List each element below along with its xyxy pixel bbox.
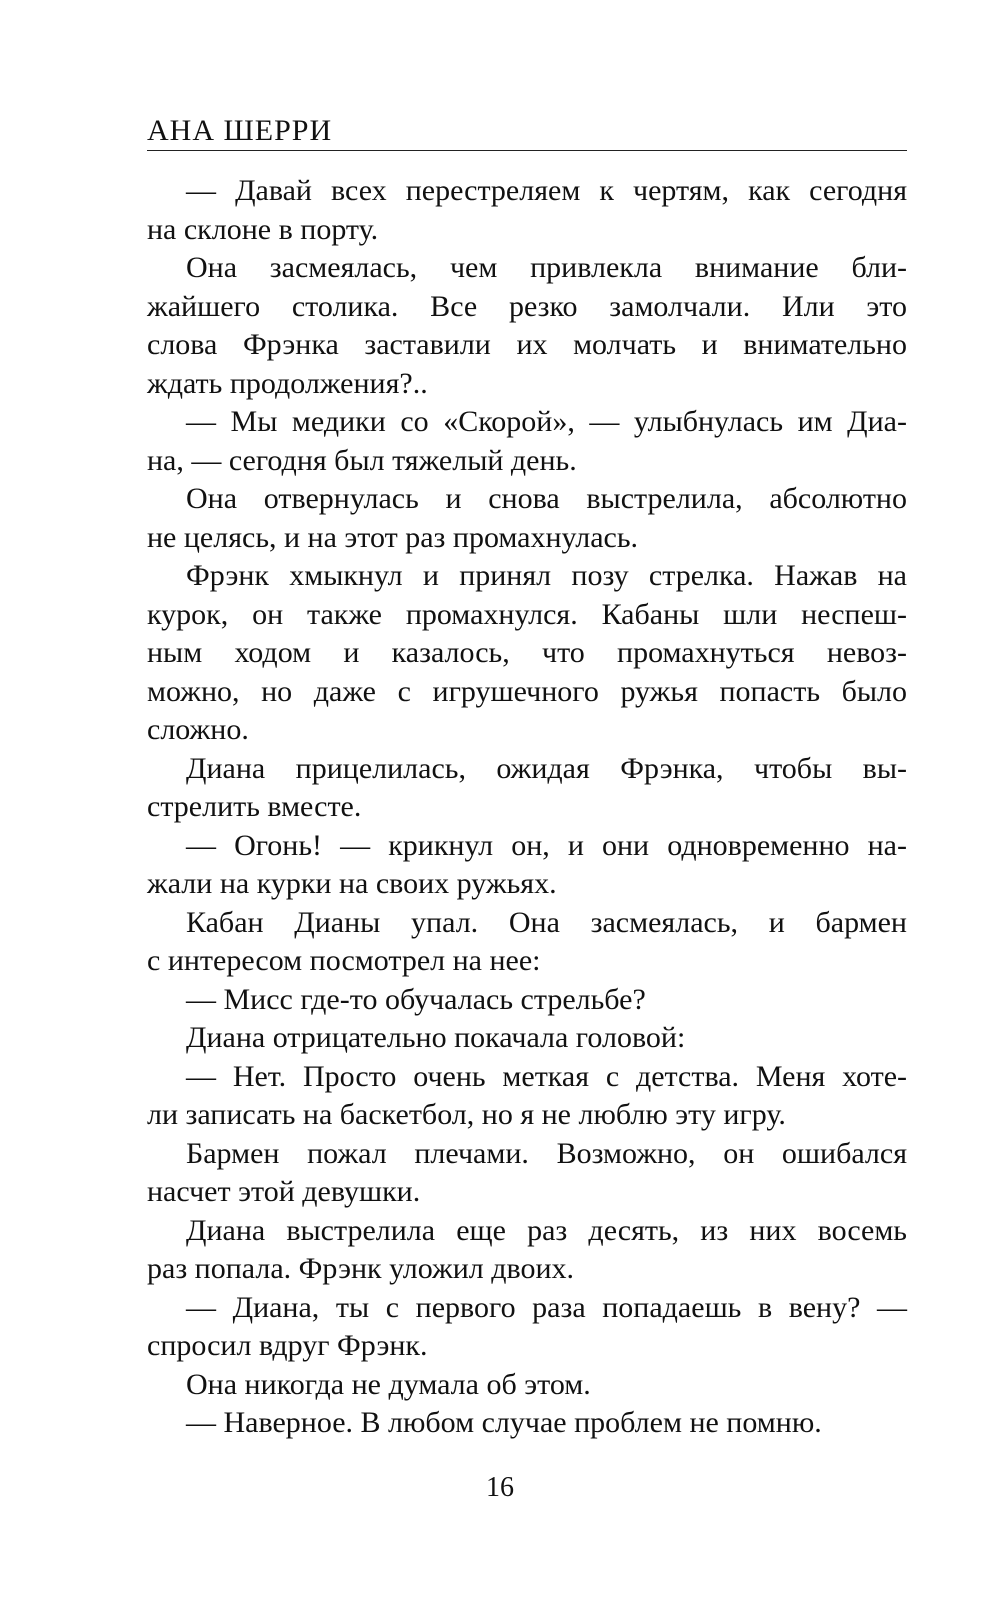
text-line: ждать продолжения?.. (147, 366, 428, 400)
text-line: — Наверное. В любом случае проблем не помню. (186, 1406, 822, 1439)
text-line: можно, но даже с игрушечного ружья попасть было (147, 674, 907, 708)
text-line: Она отвернулась и снова выстрелила, абсолютно (186, 482, 907, 515)
page-body-text (147, 172, 907, 1443)
text-line: слова Фрэнка заставили их молчать и внимательно (147, 328, 907, 361)
text-line: — Нет. Просто очень меткая с детства. Меня хоте- (186, 1059, 907, 1093)
text-line: с интересом посмотрел на нее: (147, 944, 541, 977)
text-line: сложно. (147, 713, 249, 746)
text-line: стрелить вместе. (147, 790, 362, 823)
text-line: — Давай всех перестреляем к чертям, как сегодня (186, 174, 907, 207)
text-line: — Мисс где-то обучалась стрельбе? (186, 982, 646, 1016)
text-line: — Мы медики со «Скорой», — улыбнулась им Диа- (186, 405, 907, 438)
text-line: Диана отрицательно покачала головой: (186, 1021, 686, 1054)
text-line: ли записать на баскетбол, но я не люблю эту игру. (147, 1098, 786, 1131)
text-line: не целясь, и на этот раз промахнулась. (147, 520, 639, 554)
text-line: Она никогда не думала об этом. (186, 1367, 591, 1401)
text-line: Диана прицелилась, ожидая Фрэнка, чтобы вы- (186, 751, 907, 785)
page-number: 16 (486, 1472, 514, 1503)
text-line: жайшего столика. Все резко замолчали. Или это (147, 289, 907, 323)
text-line: на, — сегодня был тяжелый день. (147, 443, 577, 477)
text-line: жали на курки на своих ружьях. (147, 867, 557, 900)
text-line: на склоне в порту. (147, 212, 379, 246)
running-header (147, 108, 907, 151)
text-line: Фрэнк хмыкнул и принял позу стрелка. Нажав на (186, 559, 907, 592)
text-line: ным ходом и казалось, что промахнуться невоз- (147, 636, 907, 669)
text-line: раз попала. Фрэнк уложил двоих. (147, 1252, 575, 1285)
text-line: — Диана, ты с первого раза попадаешь в вену? — (186, 1290, 907, 1324)
text-line: Диана выстрелила еще раз десять, из них восемь (186, 1213, 907, 1247)
text-line: Бармен пожал плечами. Возможно, он ошибался (186, 1136, 907, 1170)
text-line: насчет этой девушки. (147, 1175, 421, 1208)
text-line: спросил вдруг Фрэнк. (147, 1329, 428, 1362)
text-line: курок, он также промахнулся. Кабаны шли неспеш- (147, 597, 907, 631)
text-line: Кабан Дианы упал. Она засмеялась, и бармен (186, 905, 907, 939)
text-line: Она засмеялась, чем привлекла внимание бли- (186, 251, 907, 284)
author-name: АНА ШЕРРИ (147, 114, 333, 147)
text-line: — Огонь! — крикнул он, и они одновременно на- (186, 828, 907, 862)
